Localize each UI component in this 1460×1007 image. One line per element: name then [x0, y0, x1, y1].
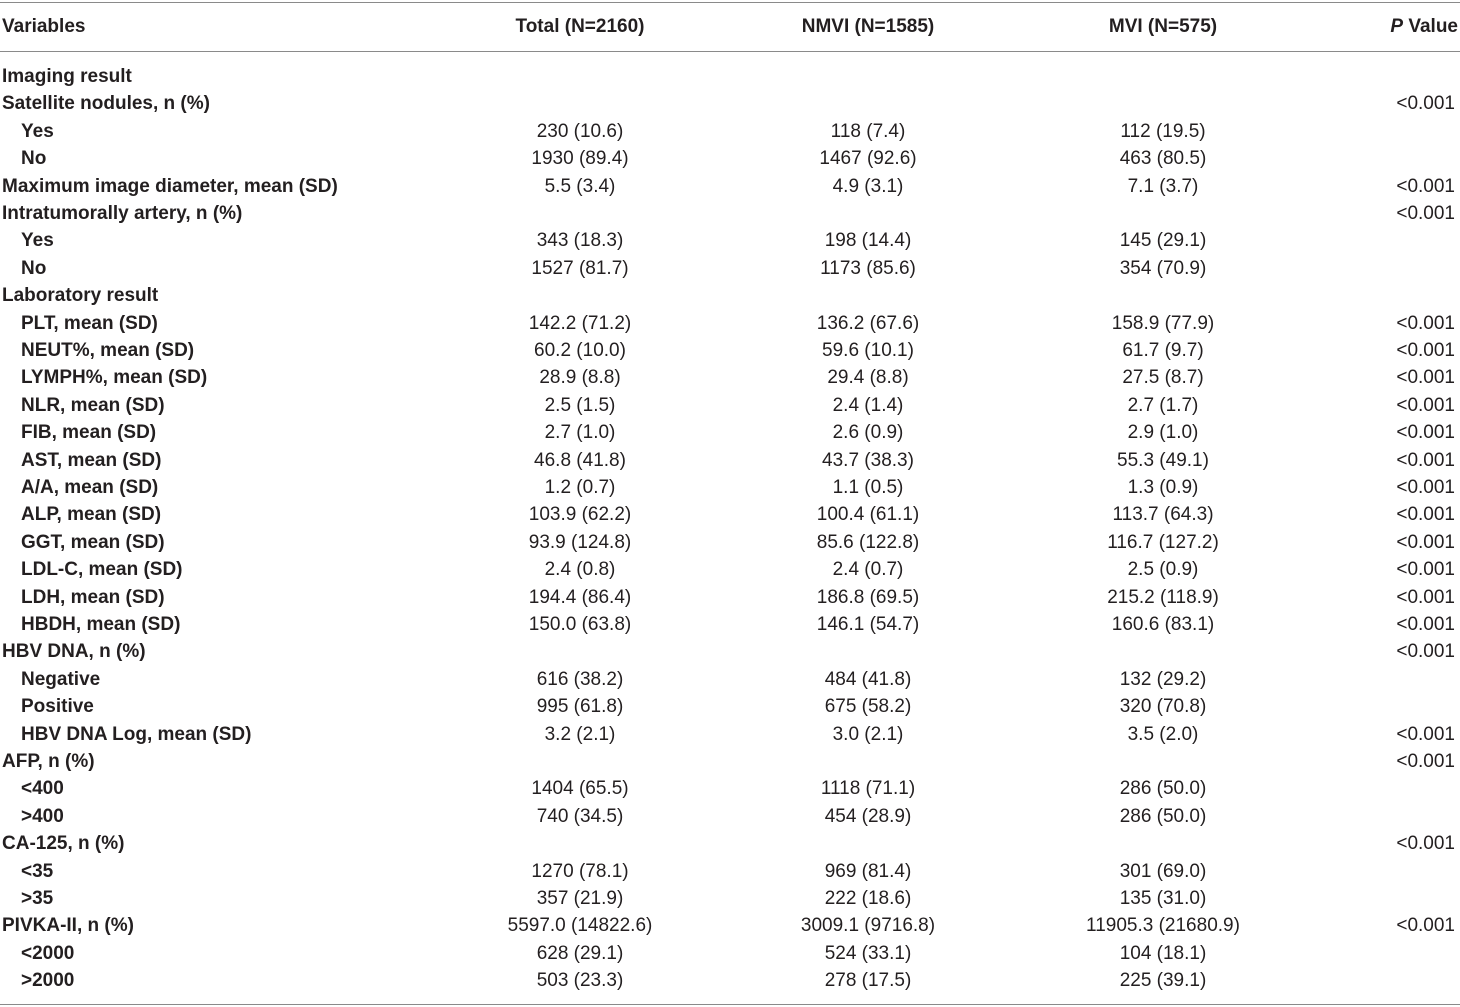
cell-total: 2.5 (1.5) — [544, 394, 616, 416]
cell-nmvi: 222 (18.6) — [824, 888, 912, 909]
cell-mvi: 2.7 (1.7) — [1127, 394, 1199, 416]
row-label: >2000 — [21, 970, 75, 992]
row-label: <2000 — [21, 942, 75, 964]
cell-total — [480, 638, 680, 665]
cell-nmvi — [768, 63, 968, 90]
table-row — [0, 830, 1460, 857]
cell-mvi: 7.1 (3.7) — [1127, 175, 1199, 197]
row-label: Satellite nodules, n (%) — [2, 93, 210, 115]
table-row — [0, 556, 1460, 583]
table-row — [0, 638, 1460, 665]
cell-mvi: 27.5 (8.7) — [1122, 367, 1204, 389]
table-row — [0, 255, 1460, 282]
table-row — [0, 885, 1460, 912]
cell-mvi: 301 (69.0) — [1119, 860, 1207, 882]
table-row — [0, 803, 1460, 830]
table-header-row — [0, 12, 1460, 42]
cell-p-value: <0.001 — [1396, 312, 1455, 334]
cell-total — [480, 830, 680, 857]
cell-nmvi: 1.1 (0.5) — [832, 477, 904, 498]
cell-nmvi: 43.7 (38.3) — [822, 449, 914, 471]
cell-p-value: <0.001 — [1396, 586, 1455, 608]
row-label: >35 — [21, 888, 54, 909]
cell-nmvi — [768, 200, 968, 227]
cell-total: 616 (38.2) — [536, 668, 624, 690]
cell-nmvi: 100.4 (61.1) — [816, 504, 920, 526]
cell-total — [480, 282, 680, 309]
cell-total — [480, 200, 680, 227]
cell-mvi: 104 (18.1) — [1119, 942, 1207, 964]
table-row — [0, 310, 1460, 337]
cell-nmvi: 85.6 (122.8) — [816, 531, 920, 553]
header-variables: Variables — [2, 16, 86, 37]
cell-mvi — [1063, 63, 1263, 90]
cell-p-value: <0.001 — [1396, 833, 1455, 855]
cell-mvi: 215.2 (118.9) — [1107, 586, 1219, 608]
cell-mvi: 132 (29.2) — [1119, 668, 1207, 690]
cell-mvi: 158.9 (77.9) — [1111, 312, 1215, 334]
table-row — [0, 282, 1460, 309]
cell-nmvi: 969 (81.4) — [824, 860, 912, 882]
row-label: <400 — [21, 778, 64, 800]
cell-nmvi: 29.4 (8.8) — [827, 367, 909, 389]
row-label: Yes — [21, 230, 54, 252]
table-row — [0, 337, 1460, 364]
cell-mvi: 286 (50.0) — [1119, 805, 1207, 827]
cell-total: 1270 (78.1) — [531, 860, 629, 882]
cell-mvi: 1.3 (0.9) — [1127, 477, 1199, 498]
table-row — [0, 501, 1460, 528]
cell-p-value: <0.001 — [1396, 751, 1455, 772]
cell-p-value: <0.001 — [1396, 504, 1455, 526]
cell-total: 60.2 (10.0) — [534, 340, 626, 361]
cell-total: 628 (29.1) — [536, 942, 624, 964]
cell-nmvi: 1467 (92.6) — [819, 148, 917, 170]
cell-mvi: 112 (19.5) — [1120, 120, 1206, 142]
row-label: LDL-C, mean (SD) — [21, 559, 183, 581]
cell-mvi: 463 (80.5) — [1119, 148, 1207, 170]
cell-nmvi: 484 (41.8) — [824, 668, 912, 690]
cell-p-value: <0.001 — [1396, 915, 1455, 937]
cell-nmvi: 454 (28.9) — [824, 805, 912, 827]
cell-total — [480, 90, 680, 117]
cell-nmvi: 59.6 (10.1) — [822, 340, 914, 361]
cell-nmvi — [768, 282, 968, 309]
cell-mvi — [1063, 200, 1263, 227]
header-mvi: MVI (N=575) — [1108, 16, 1218, 37]
row-label: Imaging result — [2, 66, 132, 87]
cell-mvi: 320 (70.8) — [1119, 696, 1207, 718]
row-label: GGT, mean (SD) — [21, 531, 165, 553]
row-label: NLR, mean (SD) — [21, 394, 165, 416]
cell-mvi: 135 (31.0) — [1119, 888, 1207, 909]
cell-nmvi: 186.8 (69.5) — [816, 586, 920, 608]
cell-total: 230 (10.6) — [536, 120, 624, 142]
cell-total — [480, 63, 680, 90]
header-p-letter: P — [1390, 16, 1404, 37]
row-label: Negative — [21, 668, 101, 690]
table-row — [0, 118, 1460, 145]
cell-mvi: 2.9 (1.0) — [1127, 422, 1199, 444]
cell-mvi — [1063, 638, 1263, 665]
cell-mvi: 225 (39.1) — [1119, 970, 1207, 992]
cell-nmvi — [768, 90, 968, 117]
table-row — [0, 90, 1460, 117]
cell-nmvi: 2.6 (0.9) — [832, 422, 904, 444]
cell-mvi: 2.5 (0.9) — [1127, 559, 1199, 581]
cell-total: 995 (61.8) — [536, 696, 624, 718]
table-row — [0, 145, 1460, 172]
table-row — [0, 748, 1460, 775]
cell-nmvi: 136.2 (67.6) — [816, 312, 920, 334]
cell-nmvi: 524 (33.1) — [824, 942, 912, 964]
cell-mvi: 286 (50.0) — [1119, 778, 1207, 800]
row-label: HBV DNA Log, mean (SD) — [21, 723, 252, 745]
cell-nmvi: 198 (14.4) — [824, 230, 912, 252]
table-row — [0, 611, 1460, 638]
cell-p-value: <0.001 — [1396, 449, 1455, 471]
row-label: AFP, n (%) — [2, 751, 95, 772]
row-label: Intratumorally artery, n (%) — [2, 203, 243, 224]
cell-nmvi: 1118 (71.1) — [820, 778, 916, 800]
cell-p-value: <0.001 — [1396, 340, 1455, 361]
cell-nmvi — [768, 748, 968, 775]
cell-mvi — [1063, 830, 1263, 857]
cell-mvi: 3.5 (2.0) — [1127, 723, 1199, 745]
cell-mvi — [1063, 748, 1263, 775]
cell-p-value: <0.001 — [1396, 641, 1455, 663]
row-label: ALP, mean (SD) — [21, 504, 162, 526]
cell-total: 503 (23.3) — [536, 970, 624, 992]
table-row — [0, 967, 1460, 994]
cell-p-value: <0.001 — [1396, 559, 1455, 581]
row-label: HBV DNA, n (%) — [2, 641, 146, 663]
header-nmvi: NMVI (N=1585) — [801, 16, 935, 37]
row-label: LYMPH%, mean (SD) — [21, 367, 208, 389]
cell-p-value: <0.001 — [1396, 203, 1455, 224]
table-row — [0, 173, 1460, 200]
header-p-value — [1390, 12, 1458, 42]
cell-p-value: <0.001 — [1396, 93, 1455, 115]
cell-total: 46.8 (41.8) — [534, 449, 626, 471]
table-row — [0, 912, 1460, 939]
cell-nmvi: 2.4 (0.7) — [832, 559, 904, 581]
table-row — [0, 200, 1460, 227]
cell-nmvi: 675 (58.2) — [824, 696, 912, 718]
cell-total: 2.4 (0.8) — [544, 559, 616, 581]
row-label: LDH, mean (SD) — [21, 586, 165, 608]
table-row — [0, 666, 1460, 693]
cell-total: 1404 (65.5) — [531, 778, 629, 800]
table-row — [0, 392, 1460, 419]
cell-total: 2.7 (1.0) — [544, 422, 616, 444]
cell-mvi: 145 (29.1) — [1119, 230, 1207, 252]
table-row — [0, 940, 1460, 967]
row-label: No — [21, 148, 47, 170]
cell-total: 343 (18.3) — [536, 230, 624, 252]
cell-nmvi: 4.9 (3.1) — [832, 175, 904, 197]
row-label: <35 — [21, 860, 54, 882]
table-row — [0, 474, 1460, 501]
cell-total: 103.9 (62.2) — [528, 504, 632, 526]
cell-total: 1.2 (0.7) — [544, 477, 616, 498]
table-row — [0, 775, 1460, 802]
cell-p-value: <0.001 — [1396, 614, 1455, 635]
cell-total — [480, 748, 680, 775]
table-row — [0, 693, 1460, 720]
cell-mvi: 113.7 (64.3) — [1112, 504, 1214, 526]
cell-total: 357 (21.9) — [536, 888, 624, 909]
cell-mvi: 61.7 (9.7) — [1122, 340, 1204, 361]
table-row — [0, 63, 1460, 90]
cell-mvi: 11905.3 (21680.9) — [1086, 915, 1240, 937]
cell-total: 28.9 (8.8) — [539, 367, 621, 389]
table-header-rule — [0, 51, 1460, 52]
row-label: PIVKA-II, n (%) — [2, 915, 134, 937]
cell-mvi: 354 (70.9) — [1119, 257, 1207, 279]
table-row — [0, 419, 1460, 446]
cell-total: 5597.0 (14822.6) — [507, 915, 653, 937]
table-row — [0, 227, 1460, 254]
cell-p-value: <0.001 — [1396, 422, 1455, 444]
table-bottom-rule — [0, 1004, 1460, 1005]
row-label: Maximum image diameter, mean (SD) — [2, 175, 338, 197]
cell-mvi — [1063, 282, 1263, 309]
row-label: PLT, mean (SD) — [21, 312, 158, 334]
cell-mvi: 160.6 (83.1) — [1111, 614, 1215, 635]
row-label: No — [21, 257, 47, 279]
cell-mvi: 55.3 (49.1) — [1117, 449, 1209, 471]
cell-nmvi: 118 (7.4) — [830, 120, 906, 142]
cell-total: 5.5 (3.4) — [544, 175, 616, 197]
table-row — [0, 447, 1460, 474]
row-label: CA-125, n (%) — [2, 833, 125, 855]
cell-mvi — [1063, 90, 1263, 117]
row-label: Yes — [21, 120, 54, 142]
table-top-rule — [0, 2, 1460, 3]
row-label: NEUT%, mean (SD) — [21, 340, 195, 361]
row-label: A/A, mean (SD) — [21, 477, 159, 498]
row-label: FIB, mean (SD) — [21, 422, 157, 444]
cell-nmvi: 3009.1 (9716.8) — [800, 915, 936, 937]
cell-nmvi: 278 (17.5) — [824, 970, 912, 992]
header-total: Total (N=2160) — [515, 16, 645, 37]
table-row — [0, 364, 1460, 391]
table-row — [0, 721, 1460, 748]
cell-total: 194.4 (86.4) — [528, 586, 632, 608]
row-label: Positive — [21, 696, 94, 718]
row-label: HBDH, mean (SD) — [21, 614, 181, 635]
row-label: >400 — [21, 805, 64, 827]
cell-total: 1527 (81.7) — [531, 257, 629, 279]
cell-nmvi: 3.0 (2.1) — [832, 723, 904, 745]
cell-nmvi: 2.4 (1.4) — [832, 394, 904, 416]
cell-nmvi — [768, 830, 968, 857]
cell-total: 150.0 (63.8) — [528, 614, 632, 635]
cell-p-value: <0.001 — [1396, 394, 1455, 416]
cell-p-value: <0.001 — [1396, 367, 1455, 389]
cell-total: 93.9 (124.8) — [528, 531, 632, 553]
cell-nmvi: 1173 (85.6) — [820, 257, 916, 279]
header-p-rest: Value — [1403, 16, 1458, 37]
cell-total: 3.2 (2.1) — [544, 723, 616, 745]
cell-mvi: 116.7 (127.2) — [1107, 531, 1219, 553]
cell-total: 142.2 (71.2) — [528, 312, 632, 334]
table-row — [0, 858, 1460, 885]
cell-nmvi: 146.1 (54.7) — [816, 614, 920, 635]
cell-total: 1930 (89.4) — [531, 148, 629, 170]
table-row — [0, 529, 1460, 556]
cell-nmvi — [768, 638, 968, 665]
row-label: Laboratory result — [2, 285, 159, 307]
cell-p-value: <0.001 — [1396, 723, 1455, 745]
row-label: AST, mean (SD) — [21, 449, 162, 471]
cell-p-value: <0.001 — [1396, 531, 1455, 553]
cell-p-value: <0.001 — [1396, 477, 1455, 498]
cell-p-value: <0.001 — [1396, 175, 1455, 197]
table-row — [0, 584, 1460, 611]
cell-total: 740 (34.5) — [536, 805, 624, 827]
